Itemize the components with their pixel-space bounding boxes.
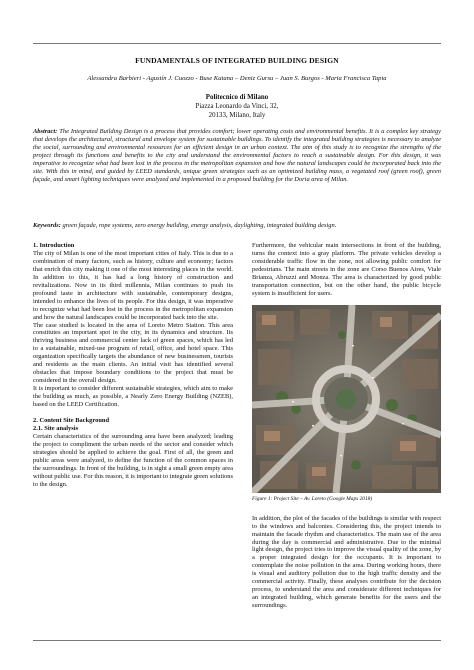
intro-paragraph-1: The city of Milan is one of the most important cities of Italy. This is due to a combination of many factors, such as history, culture and economy; factors that enrich this city making it one of the most interesting places in the world. In addition to this, it has had a long history of construction and revitalizations. Now in its third millennia, Milan continues to push its profound taste in architecture with sustainable, contemporary designs, intended to enhance the lives of its people. For this design, it was imperative to recognize what had been lost in the process in the metropolitan expansion and how the natural landscapes could be incorporated back into the site. — [33, 249, 233, 321]
figure-caption: Figure 1: Project Site – Av. Loreto (Google Maps 2018) — [252, 495, 373, 502]
intro-paragraph-2: The case studied is located in the area of Loreto Metro Station. This area constitutes an important spot in the city, in its dynamics and structure. Its thriving business and commercial center lack of green spaces, which has led to a sustainable, mixed-use program of retail, office, and hotel space. This organization specifically targets the abundance of new businessmen, tourists and residents as the main clients. An initial visit has identified several obstacles that impose boundary conditions to the project that must be considered in the overall design. — [33, 321, 233, 385]
section-heading-site-background: 2. Content Site Background — [33, 417, 110, 425]
address-line-2: 20133, Milano, Italy — [208, 112, 266, 120]
author-list: Alessandra Barbieri - Agustín J. Cuozzo - Buse Katana – Deniz Gursu – Juan S. Burgos - Maria Francisca Tapia — [87, 75, 387, 82]
right-column — [252, 242, 441, 610]
keywords-label: Keywords: — [33, 222, 61, 229]
intro-paragraph-3: It is important to consider different sustainable strategies, which aim to make the building as much, as possible, a Nearly Zero Energy Building (NZEB), based on the LEED Certification. — [33, 385, 233, 409]
top-rule — [33, 43, 441, 44]
address-line-1: Piazza Leonardo da Vinci, 32, — [195, 103, 279, 111]
abstract — [33, 128, 441, 184]
bottom-rule — [33, 640, 441, 641]
subsection-heading-site-analysis: 2.1. Site analysis — [33, 424, 79, 432]
right-paragraph-1: Furthermore, the vehicular main intersections in front of the building, turns the context into a gray platform. The private vehicles develop a considerable traffic flow in the zone, not allowing public comfort for pedestrians. The main streets in the zone are Corso Buenos Aires, Viale Brianza, Abruzzi and Monza. The area is characterized by good public transportation connection, but on the other hand, the public bicycle system is insufficient for users. — [252, 242, 441, 297]
abstract-text: The Integrated Building Design is a process that provides comfort; lower operating costs and environmental benefits. It is a complex key strategy that develops the architectural, structural and envelope system for sustainable buildings. To identify the integrated building strategies is necessary to analyze the social, surrounding and environmental resources for an efficient design in an urban context. The aim of this study is to recognize the strengths of the project through its functions and benefits to the city and understand the environmental factors to reach a sustainable design. For this design, it was imperative to recognize what had been lost in the process in the metropolitan expansion and how the natural landscapes could be incorporated back into the site. With this in mind, and guided by LEED standards, unique green strategies such as an optimized building mass, a vegetated roof (green roof), green façade, and smart lighting techniques were analyzed and implemented in a proposed building for the Doria area of Milan. — [33, 128, 442, 184]
paper-title: FUNDAMENTALS OF INTEGRATED BUILDING DESIGN — [135, 56, 339, 65]
site-analysis-paragraph: Certain characteristics of the surrounding area have been analyzed; leading the project to compliment the urban needs of the sector and consider which strategies should be applied to achieve the goal. First of all, the green and public areas were analyzed, to define the function of the common spaces in the surroundings. In front of the building, is in sight a small green empty area without public use. For this reason, it is important to integrate green solutions to the design. — [33, 432, 233, 488]
right-paragraph-2: In addition, the plot of the facades of the buildings is similar with respect to the windows and balconies. Considering this, the project intends to maintain the facade rhythm and characteristics. The main use of the area during the day is commercial and administrative. Due to the minimal light design, the project tries to improve the visual quality of the zone, by a proper integrated design for the occupants. It is important to contemplate the noise pollution in the area. During working hours, there is visual and auditory pollution due to the high traffic density and the commercial activity. Finally, these analyses contribute for the decision process, to understand the area and considerate different techniques for an integrated building, which generate benefits for the users and the surroundings. — [252, 514, 441, 610]
affiliation — [0, 93, 474, 120]
aerial-site-photo — [252, 305, 441, 493]
abstract-label: Abstract: — [33, 128, 58, 135]
left-column — [33, 242, 233, 489]
institution-name: Politecnico di Milano — [205, 94, 269, 101]
keywords — [33, 222, 441, 230]
section-heading-introduction: 1. Introduction — [33, 242, 75, 249]
keywords-text: green façade, rope systems, zero energy building, energy analysis, daylighting, integrated building design. — [62, 222, 337, 229]
